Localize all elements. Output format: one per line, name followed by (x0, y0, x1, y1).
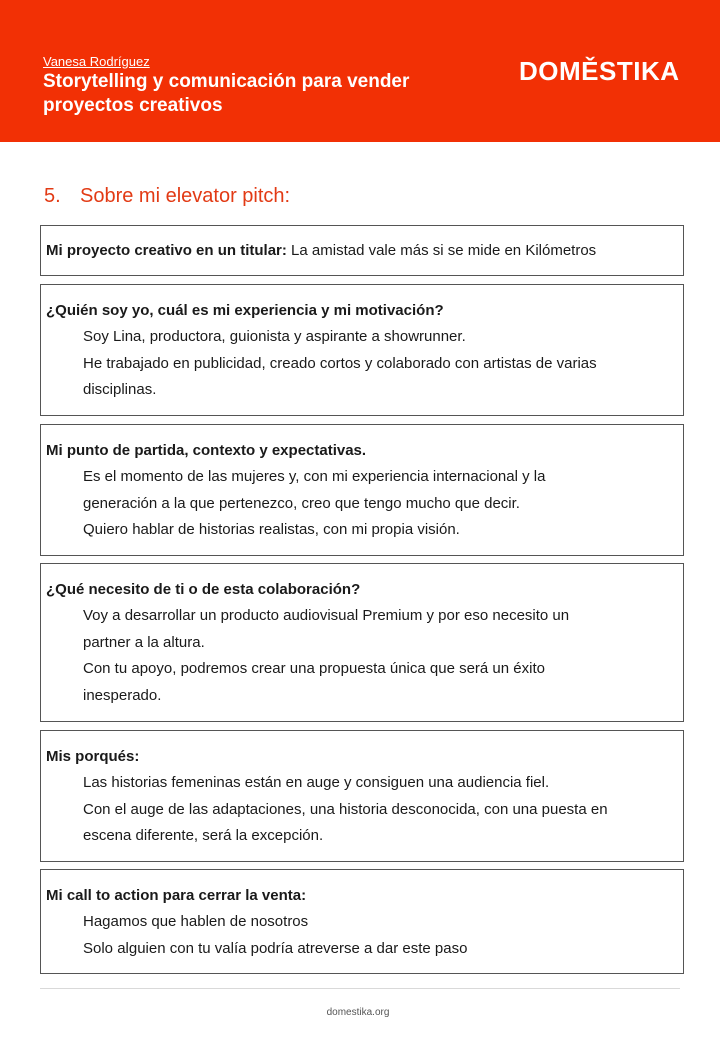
box-line: Soy Lina, productora, guionista y aspirante a showrunner. (83, 328, 466, 345)
box-heading (46, 238, 675, 264)
box-line: Solo alguien con tu valía podría atreverse a dar este paso (83, 939, 468, 957)
box-heading: Mis porqués: (46, 748, 140, 765)
box-line: generación a la que pertenezco, creo que tengo mucho que decir. (83, 494, 520, 512)
box-line: Hagamos que hablen de nosotros (83, 913, 309, 930)
box-starting-point (40, 424, 684, 556)
box-line: Con tu apoyo, podremos crear una propuesta única que será un éxito (83, 660, 545, 677)
author-link[interactable]: Vanesa Rodríguez (43, 54, 150, 69)
section-title (44, 185, 290, 208)
box-line: Voy a desarrollar un producto audiovisual Premium y por eso necesito un (83, 607, 570, 624)
box-who-am-i (40, 284, 684, 416)
box-line: Quiero hablar de historias realistas, con mi propia visión. (83, 521, 460, 538)
box-heading-value: La amistad vale más si se mide en Kilómetros (291, 242, 597, 259)
section-number: 5. (44, 185, 61, 207)
box-heading: ¿Quién soy yo, cuál es mi experiencia y mi motivación? (46, 302, 444, 319)
section-title-text: Sobre mi elevator pitch: (80, 185, 291, 207)
box-heading: Mi call to action para cerrar la venta: (46, 887, 307, 904)
box-heading: ¿Qué necesito de ti o de esta colaboración? (46, 581, 361, 598)
box-line: disciplinas. (83, 381, 157, 398)
box-line: escena diferente, será la excepción. (83, 827, 324, 844)
box-line: inesperado. (83, 686, 162, 704)
box-line: Es el momento de las mujeres y, con mi experiencia internacional y la (83, 468, 546, 485)
domestika-logo[interactable]: DOMĚSTIKA (519, 56, 680, 86)
footer-url[interactable]: domestika.org (326, 1007, 390, 1018)
page-header (0, 0, 720, 142)
box-what-i-need (40, 563, 684, 722)
box-call-to-action (40, 869, 684, 974)
box-project-headline (40, 225, 684, 276)
box-heading: Mi punto de partida, contexto y expectativas. (46, 442, 367, 459)
box-line: Las historias femeninas están en auge y consiguen una audiencia fiel. (83, 774, 550, 791)
box-line: Con el auge de las adaptaciones, una historia desconocida, con una puesta en (83, 800, 608, 818)
box-my-whys (40, 730, 684, 862)
footer-divider (40, 988, 680, 989)
course-title: Storytelling y comunicación para vender proyectos creativos (43, 71, 410, 116)
box-heading-label: Mi proyecto creativo en un titular: (46, 242, 287, 259)
box-line: partner a la altura. (83, 633, 205, 651)
box-line: He trabajado en publicidad, creado cortos y colaborado con artistas de varias (83, 354, 597, 372)
